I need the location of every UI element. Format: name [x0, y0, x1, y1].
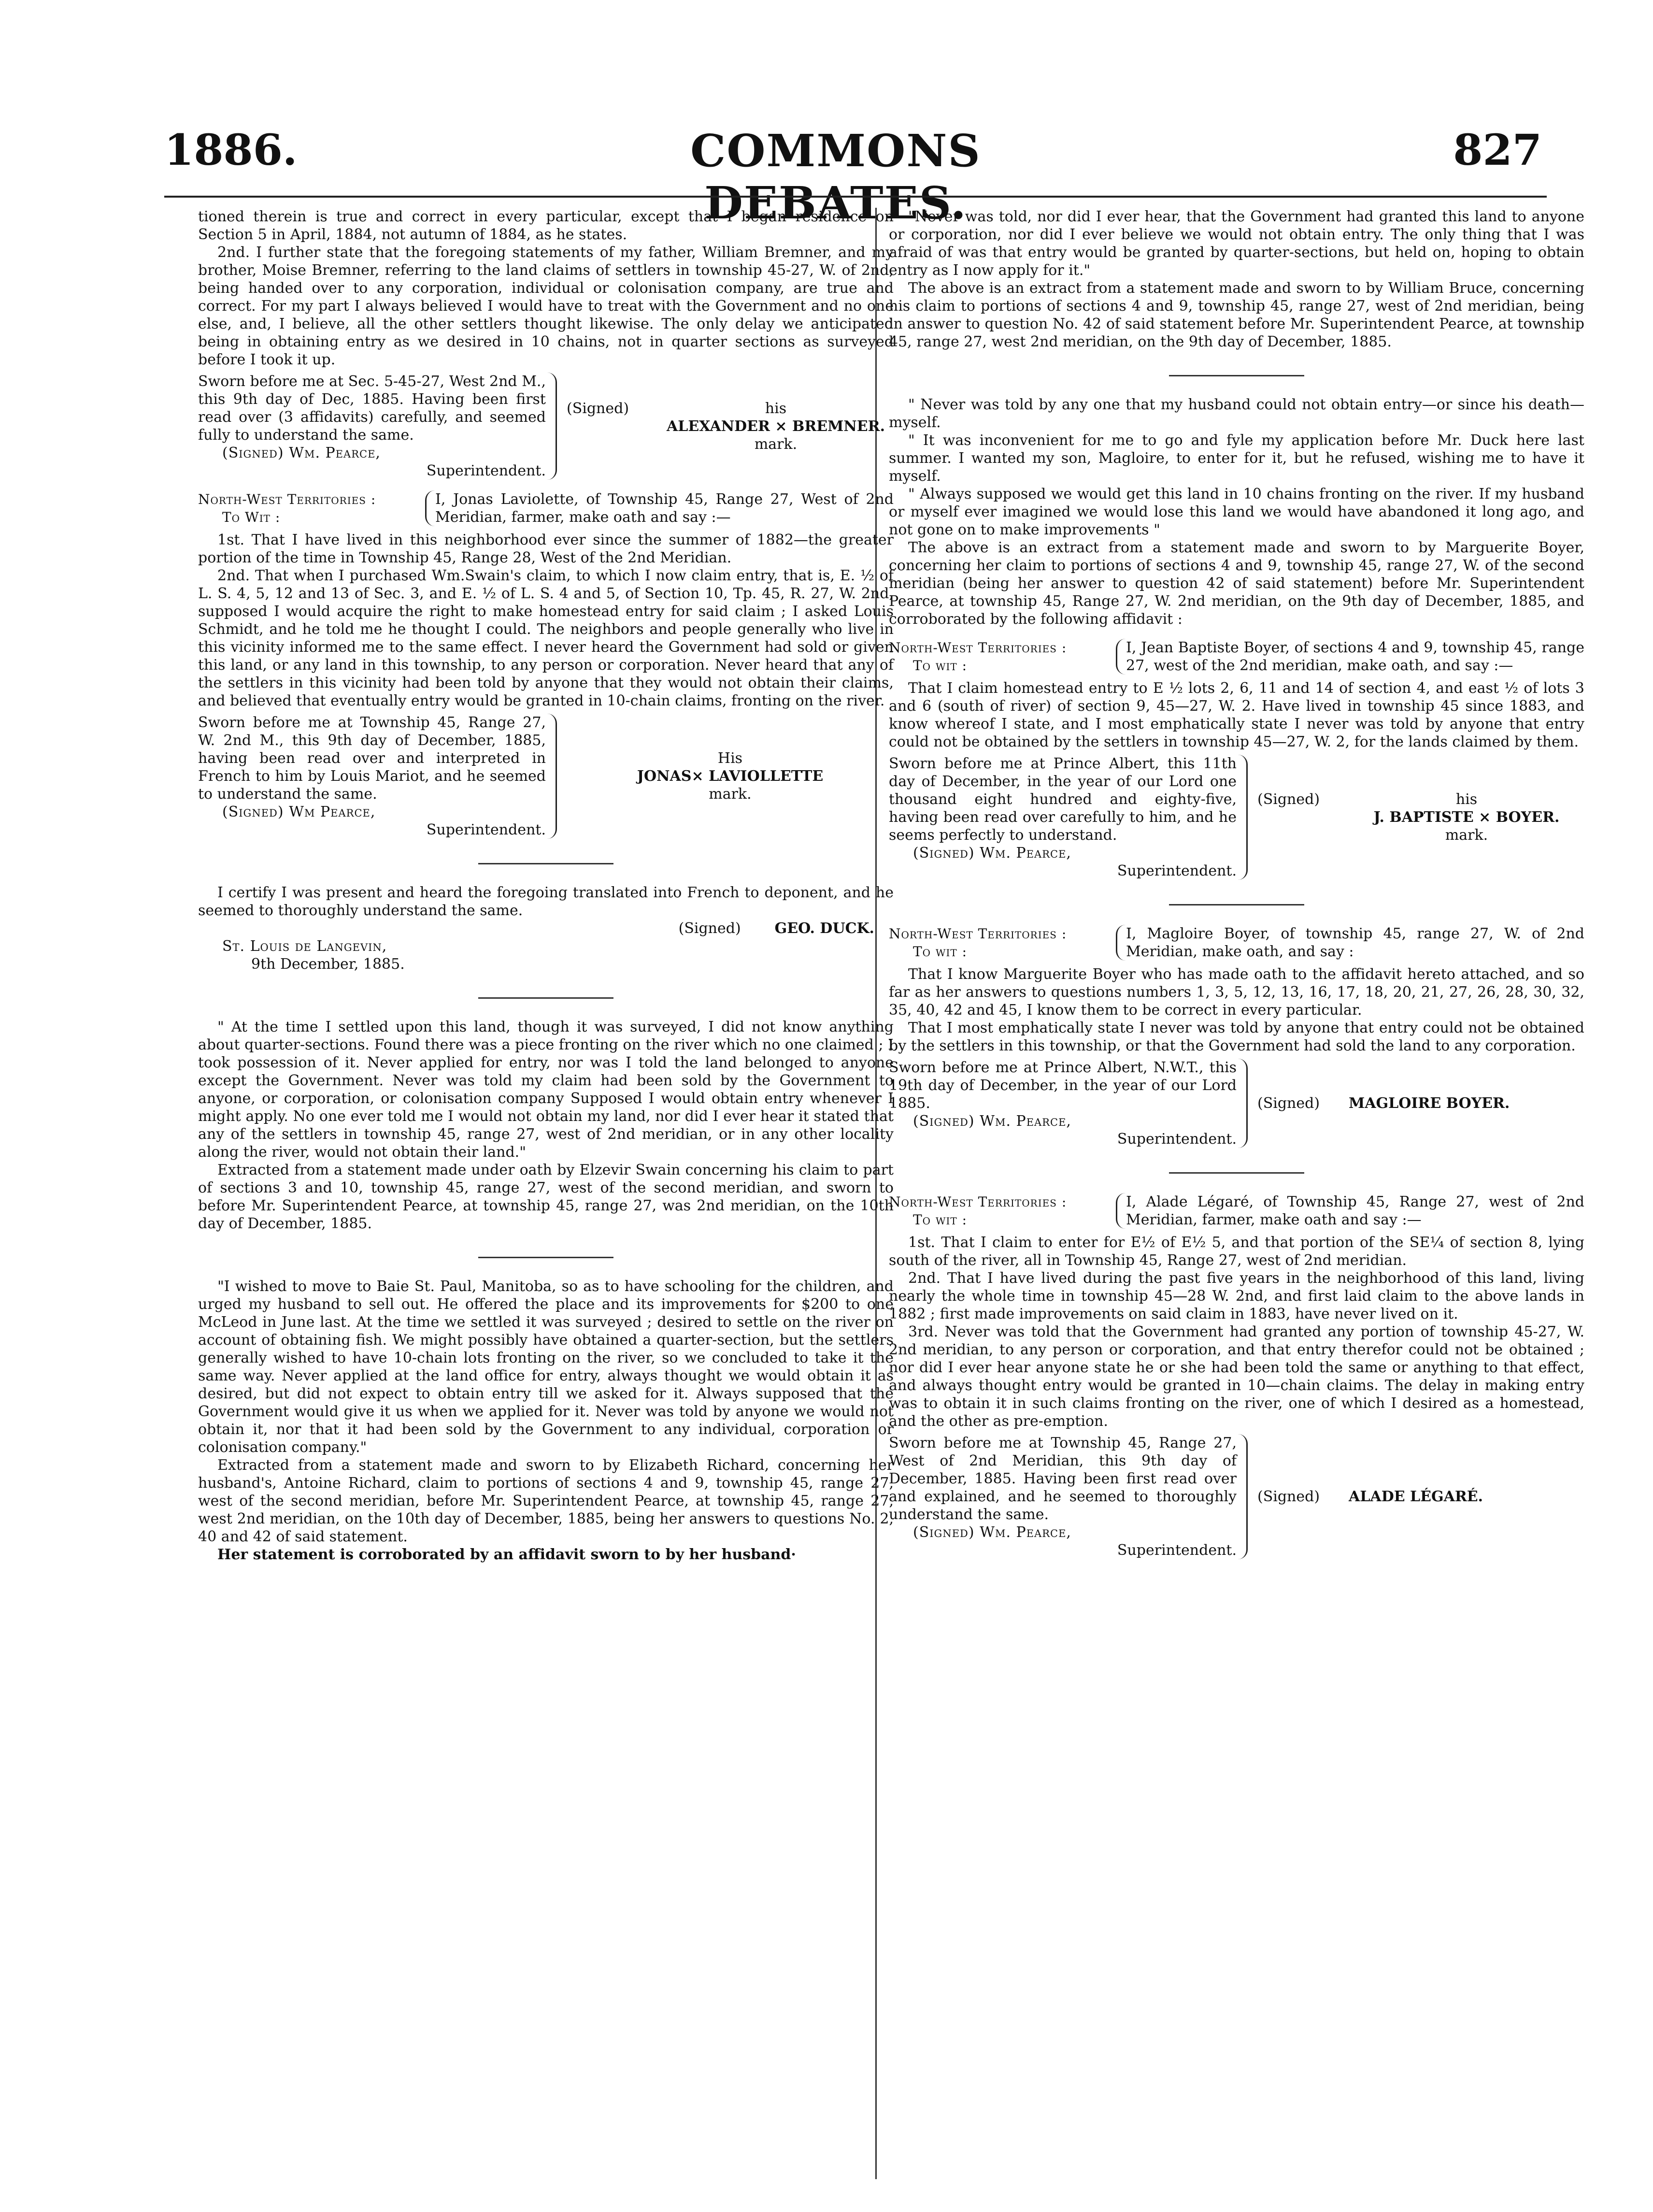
- section-separator: [478, 863, 613, 864]
- jurisdiction-heading: [889, 925, 1116, 961]
- signature-label: (Signed): [567, 400, 629, 417]
- oath-title: Superintendent.: [1117, 1542, 1237, 1559]
- oath-jurat: [889, 1434, 1248, 1559]
- section-separator: [1169, 375, 1304, 376]
- oath-signature: [1248, 755, 1584, 880]
- place-line: St. Louis de Langevin,: [222, 938, 387, 955]
- header-page-number: 827: [1453, 125, 1542, 175]
- jurisdiction-block: [889, 639, 1584, 675]
- jurisdiction-heading: [889, 639, 1116, 675]
- oath-block: [889, 1434, 1584, 1559]
- jurisdiction-body: I, Magloire Boyer, of township 45, range 27, W. of 2nd Meridian, make oath, and say :: [1116, 925, 1584, 961]
- signature-his: his: [1455, 791, 1478, 808]
- header-rule: [164, 196, 1547, 198]
- section-separator: [1169, 1172, 1304, 1174]
- paragraph: Extracted from a statement made under oath by Elzevir Swain concerning his claim to part of sections 3 and 10, township 45, range 27, west of the second meridian, and sworn to before Mr. Superintendent Pearce, at township 45, range 27, was 2nd meridian, on the 10th day of December, 1885.: [198, 1162, 894, 1232]
- paragraph: That I most emphatically state I never was told by anyone that entry could not be obtained by the settlers in this township, or that the Government had sold the land to any corporation.: [889, 1020, 1584, 1054]
- paragraph: tioned therein is true and correct in every particular, except that I began residence on Section 5 in April, 1884, not autumn of 1884, as he states.: [198, 208, 894, 243]
- signature-label: (Signed): [1257, 791, 1320, 808]
- oath-signed: (Signed) Wm. Pearce,: [913, 845, 1071, 862]
- paragraph: "Never was told, nor did I ever hear, that the Government had granted this land to anyone or corporation, nor did I ever believe we would not obtain entry. The only thing that I was afraid of was that entry would be granted by quarter-sections, but held on, hoping to obtain entry as I now apply for it.": [889, 208, 1584, 279]
- paragraph: " It was inconvenient for me to go and fyle my application before Mr. Duck here last summer. I wanted my son, Magloire, to enter for it, but he refused, wishing me to have it myself.: [889, 432, 1584, 485]
- paragraph: 2nd. That I have lived during the past five years in the neighborhood of this land, living nearly the whole time in township 45—28 W. 2nd, and first laid claim to the above lands in 1882 ; first made improvements on said claim in 1883, have never lived on it.: [889, 1270, 1584, 1322]
- signature-name: GEO. DUCK.: [774, 920, 874, 937]
- signature-name: J. BAPTISTE × BOYER.: [1373, 809, 1560, 826]
- oath-title: Superintendent.: [426, 462, 546, 479]
- jurisdiction-line: North-West Territories :: [889, 640, 1067, 656]
- signature-name: JONAS× LAVIOLLETTE: [637, 768, 824, 785]
- paragraph: 1st. That I have lived in this neighborhood ever since the summer of 1882—the greater portion of the time in Township 45, Range 28, West of the 2nd Meridian.: [198, 531, 894, 566]
- signature-his: His: [717, 750, 743, 767]
- section-separator: [478, 997, 613, 999]
- paragraph: 2nd. That when I purchased Wm.Swain's claim, to which I now claim entry, that is, E. ½ of L. S. 4, 5, 12 and 13 of Sec. 3, and E. ½ of L. S. 4 and 5, of Section 10, Tp. 45, R. 27, W. 2nd, supposed I would acquire the right to make homestead entry for said claim ; I asked Louis Schmidt, and he told me he thought I could. The neighbors and people generally who live in this vicinity informed me to the same effect. I never heard the Government had sold or given this land, or any land in this township, to any person or corporation. Never heard that any of the settlers in this vicinity had been told by anyone that they would not obtain their claims, and believed that eventually entry would be granted in 10-chain claims, fronting on the river.: [198, 567, 894, 709]
- right-column: [889, 208, 1584, 1565]
- paragraph: 1st. That I claim to enter for E½ of E½ 5, and that portion of the SE¼ of section 8, lying south of the river, all in Township 45, Range 27, west of 2nd meridian.: [889, 1234, 1584, 1269]
- jurisdiction-line: North-West Territories :: [889, 926, 1067, 942]
- paragraph: " Never was told by any one that my husband could not obtain entry—or since his death—myself.: [889, 396, 1584, 431]
- header-year: 1886.: [164, 125, 298, 175]
- paragraph: That I claim homestead entry to E ½ lots 2, 6, 11 and 14 of section 4, and east ½ of lots 3 and 6 (south of river) of section 9, 45—27, W. 2. Have lived in township 45 since 1883, and know whereof I state, and I most emphatically state I never was told by anyone that entry could not be obtained by the settlers in township 45—27, W. 2, for the lands claimed by them.: [889, 680, 1584, 750]
- paragraph: 2nd. I further state that the foregoing statements of my father, William Bremner, and my brother, Moise Bremner, referring to the land claims of settlers in township 45-27, W. of 2nd, being handed over to any corporation, individual or colonisation company, are true and correct. For my part I always believed I would have to treat with the Government and no one else, and, I believe, all the other settlers thought likewise. The only delay we anticipated being in obtaining entry as we desired in 10 chains, not in quarter sections as surveyed before I took it up.: [198, 244, 894, 368]
- paragraph: The above is an extract from a statement made and sworn to by William Bruce, concerning his claim to portions of sections 4 and 9, township 45, range 27, west of 2nd meridian, being in answer to question No. 42 of said statement before Mr. Superintendent Pearce, at township 45, range 27, west 2nd meridian, on the 9th day of December, 1885.: [889, 280, 1584, 350]
- oath-block: [198, 714, 894, 839]
- signature-mark: mark.: [709, 786, 752, 803]
- oath-signed: (Signed) Wm. Pearce,: [222, 445, 381, 461]
- jurisdiction-line: To wit :: [913, 944, 968, 960]
- oath-signed: (Signed) Wm. Pearce,: [913, 1113, 1071, 1130]
- date-line: 9th December, 1885.: [251, 956, 405, 973]
- oath-signed: (Signed) Wm. Pearce,: [913, 1524, 1071, 1541]
- oath-title: Superintendent.: [1117, 862, 1237, 879]
- signature-mark: mark.: [1445, 827, 1488, 844]
- signature-label: (Signed): [678, 920, 741, 937]
- jurisdiction-block: [889, 925, 1584, 961]
- oath-signature: [1248, 1434, 1584, 1559]
- certificate-signature: [198, 919, 894, 937]
- oath-block: [889, 755, 1584, 880]
- paragraph: "I wished to move to Baie St. Paul, Manitoba, so as to have schooling for the children, and urged my husband to sell out. He offered the place and its improvements for $200 to one McLeod in June last. At the time we settled it was surveyed ; desired to settle on the river on account of obtaining fish. We might possibly have obtained a quarter-section, but the settlers generally wished to have 10-chain lots fronting on the river, so we concluded to take it the same way. Never applied at the land office for entry, always thought we would obtain it as desired, but did not expect to obtain entry till we asked for it. Always supposed that the Government would give it us when we applied for it. Never was told by anyone we would not obtain it, nor that it had been sold by the Government to any individual, corporation or colonisation company.": [198, 1278, 894, 1456]
- signature-name: ALADE LÉGARÉ.: [1349, 1488, 1483, 1505]
- oath-signature: [557, 373, 894, 480]
- header-title: COMMONS DEBATES.: [690, 125, 981, 229]
- signature-mark: mark.: [754, 435, 798, 453]
- left-column: [198, 208, 894, 1564]
- jurisdiction-block: [889, 1193, 1584, 1229]
- jurisdiction-line: North-West Territories :: [198, 491, 376, 507]
- oath-jurat: [889, 755, 1248, 880]
- oath-signed: (Signed) Wm Pearce,: [222, 804, 376, 820]
- oath-jurat: [889, 1059, 1248, 1148]
- oath-signature: [557, 714, 894, 839]
- jurisdiction-body: I, Jonas Laviolette, of Township 45, Range 27, West of 2nd Meridian, farmer, make oath and say :—: [425, 490, 894, 526]
- paragraph: 3rd. Never was told that the Government had granted any portion of township 45-27, W. 2nd meridian, to any person or corporation, and that entry therefor could not be obtained ; nor did I ever hear anyone state he or she had been told the same or anything to that effect, and always thought entry would be granted in 10—chain claims. The delay in making entry was to obtain it in such claims fronting on the river, one of which I desired as a homestead, and the other as pre-emption.: [889, 1323, 1584, 1430]
- oath-block: [889, 1059, 1584, 1148]
- oath-signature: [1248, 1059, 1584, 1148]
- oath-block: [198, 373, 894, 480]
- jurisdiction-body: I, Alade Légaré, of Township 45, Range 27, west of 2nd Meridian, farmer, make oath and say :—: [1116, 1193, 1584, 1229]
- paragraph: Her statement is corroborated by an affidavit sworn to by her husband·: [217, 1546, 796, 1563]
- oath-jurat: [198, 714, 557, 839]
- jurisdiction-line: To wit :: [913, 1212, 968, 1228]
- oath-text: Sworn before me at Prince Albert, N.W.T., this 19th day of December, in the year of our Lord 1885.: [889, 1059, 1237, 1112]
- section-separator: [478, 1257, 613, 1258]
- oath-text: Sworn before me at Township 45, Range 27, West of 2nd Meridian, this 9th day of December, 1885. Having been first read over and explained, and he seemed to thoroughly understand the same.: [889, 1435, 1237, 1523]
- paragraph: I certify I was present and heard the foregoing translated into French to deponent, and he seemed to thoroughly understand the same.: [198, 884, 894, 919]
- jurisdiction-line: To wit :: [913, 658, 968, 674]
- oath-text: Sworn before me at Township 45, Range 27, W. 2nd M., this 9th day of December, 1885, having been read over and interpreted in French to him by Louis Mariot, and he seemed to understand the same.: [198, 714, 546, 803]
- oath-title: Superintendent.: [1117, 1131, 1237, 1148]
- signature-name: MAGLOIRE BOYER.: [1349, 1095, 1510, 1112]
- oath-title: Superintendent.: [426, 821, 546, 838]
- oath-text: Sworn before me at Prince Albert, this 11th day of December, in the year of our Lord one thousand eight hundred and eighty-five, having been read over carefully to him, and he seems perfectly to understand.: [889, 755, 1237, 844]
- signature-label: (Signed): [1257, 1095, 1320, 1112]
- paragraph: " Always supposed we would get this land in 10 chains fronting on the river. If my husband or myself ever imagined we would lose this land we would have abandoned it long ago, and not gone on to make improvements ": [889, 486, 1584, 538]
- paragraph: The above is an extract from a statement made and sworn to by Marguerite Boyer, concerning her claim to portions of sections 4 and 9, township 45, range 27, W. of the second meridian (being her answer to question 42 of said statement) before Mr. Superintendent Pearce, at township 45, Range 27, W. 2nd meridian, on the 9th day of December, 1885, and corroborated by the following affidavit :: [889, 539, 1584, 628]
- signature-label: (Signed): [1257, 1488, 1320, 1505]
- jurisdiction-heading: [198, 490, 425, 526]
- signature-name: ALEXANDER × BREMNER.: [667, 417, 885, 435]
- jurisdiction-line: To Wit :: [222, 509, 281, 525]
- oath-text: Sworn before me at Sec. 5-45-27, West 2nd M., this 9th day of Dec, 1885. Having been first read over (3 affidavits) carefully, and seemed fully to understand the same.: [198, 373, 546, 444]
- signature-his: his: [765, 400, 787, 417]
- jurisdiction-body: I, Jean Baptiste Boyer, of sections 4 and 9, township 45, range 27, west of the 2nd meridian, make oath, and say :—: [1116, 639, 1584, 675]
- jurisdiction-heading: [889, 1193, 1116, 1229]
- jurisdiction-block: [198, 490, 894, 526]
- paragraph: " At the time I settled upon this land, though it was surveyed, I did not know anything about quarter-sections. Found there was a piece fronting on the river which no one claimed ; I took possession of it. Never applied for entry, nor was I told the land belonged to anyone except the Government. Never was told my claim had been sold by the Government to anyone, or corporation, or colonisation company Supposed I would obtain entry whenever I might apply. No one ever told me I would not obtain my land, nor did I ever hear it stated that any of the settlers in township 45, range 27, west of 2nd meridian, or in any other locality along the river, would not obtain their land.": [198, 1019, 894, 1161]
- oath-jurat: [198, 373, 557, 480]
- paragraph: Extracted from a statement made and sworn to by Elizabeth Richard, concerning her husband's, Antoine Richard, claim to portions of sections 4 and 9, township 45, range 27, west of the second meridian, before Mr. Superintendent Pearce, at township 45, range 27, west 2nd meridian, on the 10th day of December, 1885, being her answers to questions No. 2, 40 and 42 of said statement.: [198, 1457, 894, 1545]
- paragraph: That I know Marguerite Boyer who has made oath to the affidavit hereto attached, and so far as her answers to questions numbers 1, 3, 5, 12, 13, 16, 17, 18, 20, 21, 27, 26, 28, 30, 32, 35, 40, 42 and 45, I know them to be correct in every particular.: [889, 966, 1584, 1019]
- jurisdiction-line: North-West Territories :: [889, 1194, 1067, 1210]
- section-separator: [1169, 904, 1304, 905]
